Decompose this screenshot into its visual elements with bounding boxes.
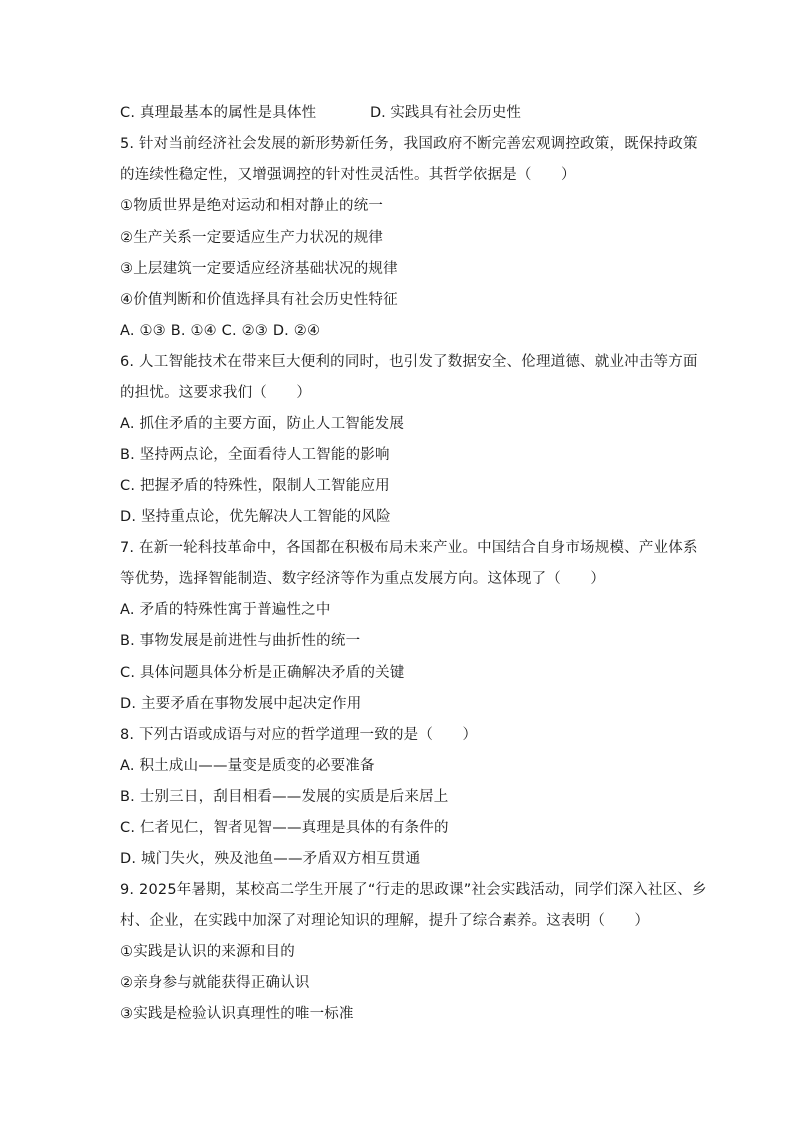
question-6-option-a: A. 抓住矛盾的主要方面，防止人工智能发展 — [120, 416, 405, 432]
question-8-option-b: B. 士别三日，刮目相看——发展的实质是后来居上 — [120, 789, 449, 805]
option-c-line: C. 真理最基本的属性是具体性 — [120, 105, 317, 121]
question-5-item-1: ①物质世界是绝对运动和相对静止的统一 — [120, 198, 384, 214]
question-5-stem-line2: 的连续性稳定性，又增强调控的针对性灵活性。其哲学依据是（ ） — [120, 167, 576, 183]
question-6-stem-line1: 6. 人工智能技术在带来巨大便利的同时，也引发了数据安全、伦理道德、就业冲击等方面 — [120, 354, 698, 370]
question-6-stem-line2: 的担忧。这要求我们（ ） — [120, 385, 312, 401]
question-9-stem-line1: 9. 2025年暑期，某校高二学生开展了“行走的思政课”社会实践活动，同学们深入社区、乡 — [120, 882, 707, 898]
question-7-option-c: C. 具体问题具体分析是正确解决矛盾的关键 — [120, 665, 405, 681]
question-7-option-b: B. 事物发展是前进性与曲折性的统一 — [120, 633, 361, 649]
question-6-option-c: C. 把握矛盾的特殊性，限制人工智能应用 — [120, 478, 390, 494]
question-9-stem-line2: 村、企业，在实践中加深了对理论知识的理解，提升了综合素养。这表明（ ） — [120, 913, 650, 929]
question-5-item-4: ④价值判断和价值选择具有社会历史性特征 — [120, 292, 398, 308]
question-9-item-3: ③实践是检验认识真理性的唯一标准 — [120, 1006, 354, 1022]
question-5-item-3: ③上层建筑一定要适应经济基础状况的规律 — [120, 261, 398, 277]
question-6-option-d: D. 坚持重点论，优先解决人工智能的风险 — [120, 509, 391, 525]
option-d-line: D. 实践具有社会历史性 — [370, 105, 521, 121]
question-8-option-c: C. 仁者见仁，智者见智——真理是具体的有条件的 — [120, 820, 449, 836]
question-7-stem-line1: 7. 在新一轮科技革命中，各国都在积极布局未来产业。中国结合自身市场规模、产业体系 — [120, 540, 698, 556]
question-5-item-2: ②生产关系一定要适应生产力状况的规律 — [120, 230, 384, 246]
question-7-stem-line2: 等优势，选择智能制造、数字经济等作为重点发展方向。这体现了（ ） — [120, 571, 606, 587]
question-5-choices: A. ①③ B. ①④ C. ②③ D. ②④ — [120, 323, 321, 339]
question-5-stem-line1: 5. 针对当前经济社会发展的新形势新任务，我国政府不断完善宏观调控政策，既保持政策 — [120, 136, 698, 152]
question-8-option-a: A. 积土成山——量变是质变的必要准备 — [120, 758, 375, 774]
question-9-item-1: ①实践是认识的来源和目的 — [120, 944, 295, 960]
question-9-item-2: ②亲身参与就能获得正确认识 — [120, 975, 310, 991]
question-6-option-b: B. 坚持两点论，全面看待人工智能的影响 — [120, 447, 390, 463]
question-7-option-d: D. 主要矛盾在事物发展中起决定作用 — [120, 696, 362, 712]
question-8-stem: 8. 下列古语或成语与对应的哲学道理一致的是（ ） — [120, 727, 478, 743]
question-7-option-a: A. 矛盾的特殊性寓于普遍性之中 — [120, 602, 331, 618]
question-8-option-d: D. 城门失火，殃及池鱼——矛盾双方相互贯通 — [120, 851, 421, 867]
